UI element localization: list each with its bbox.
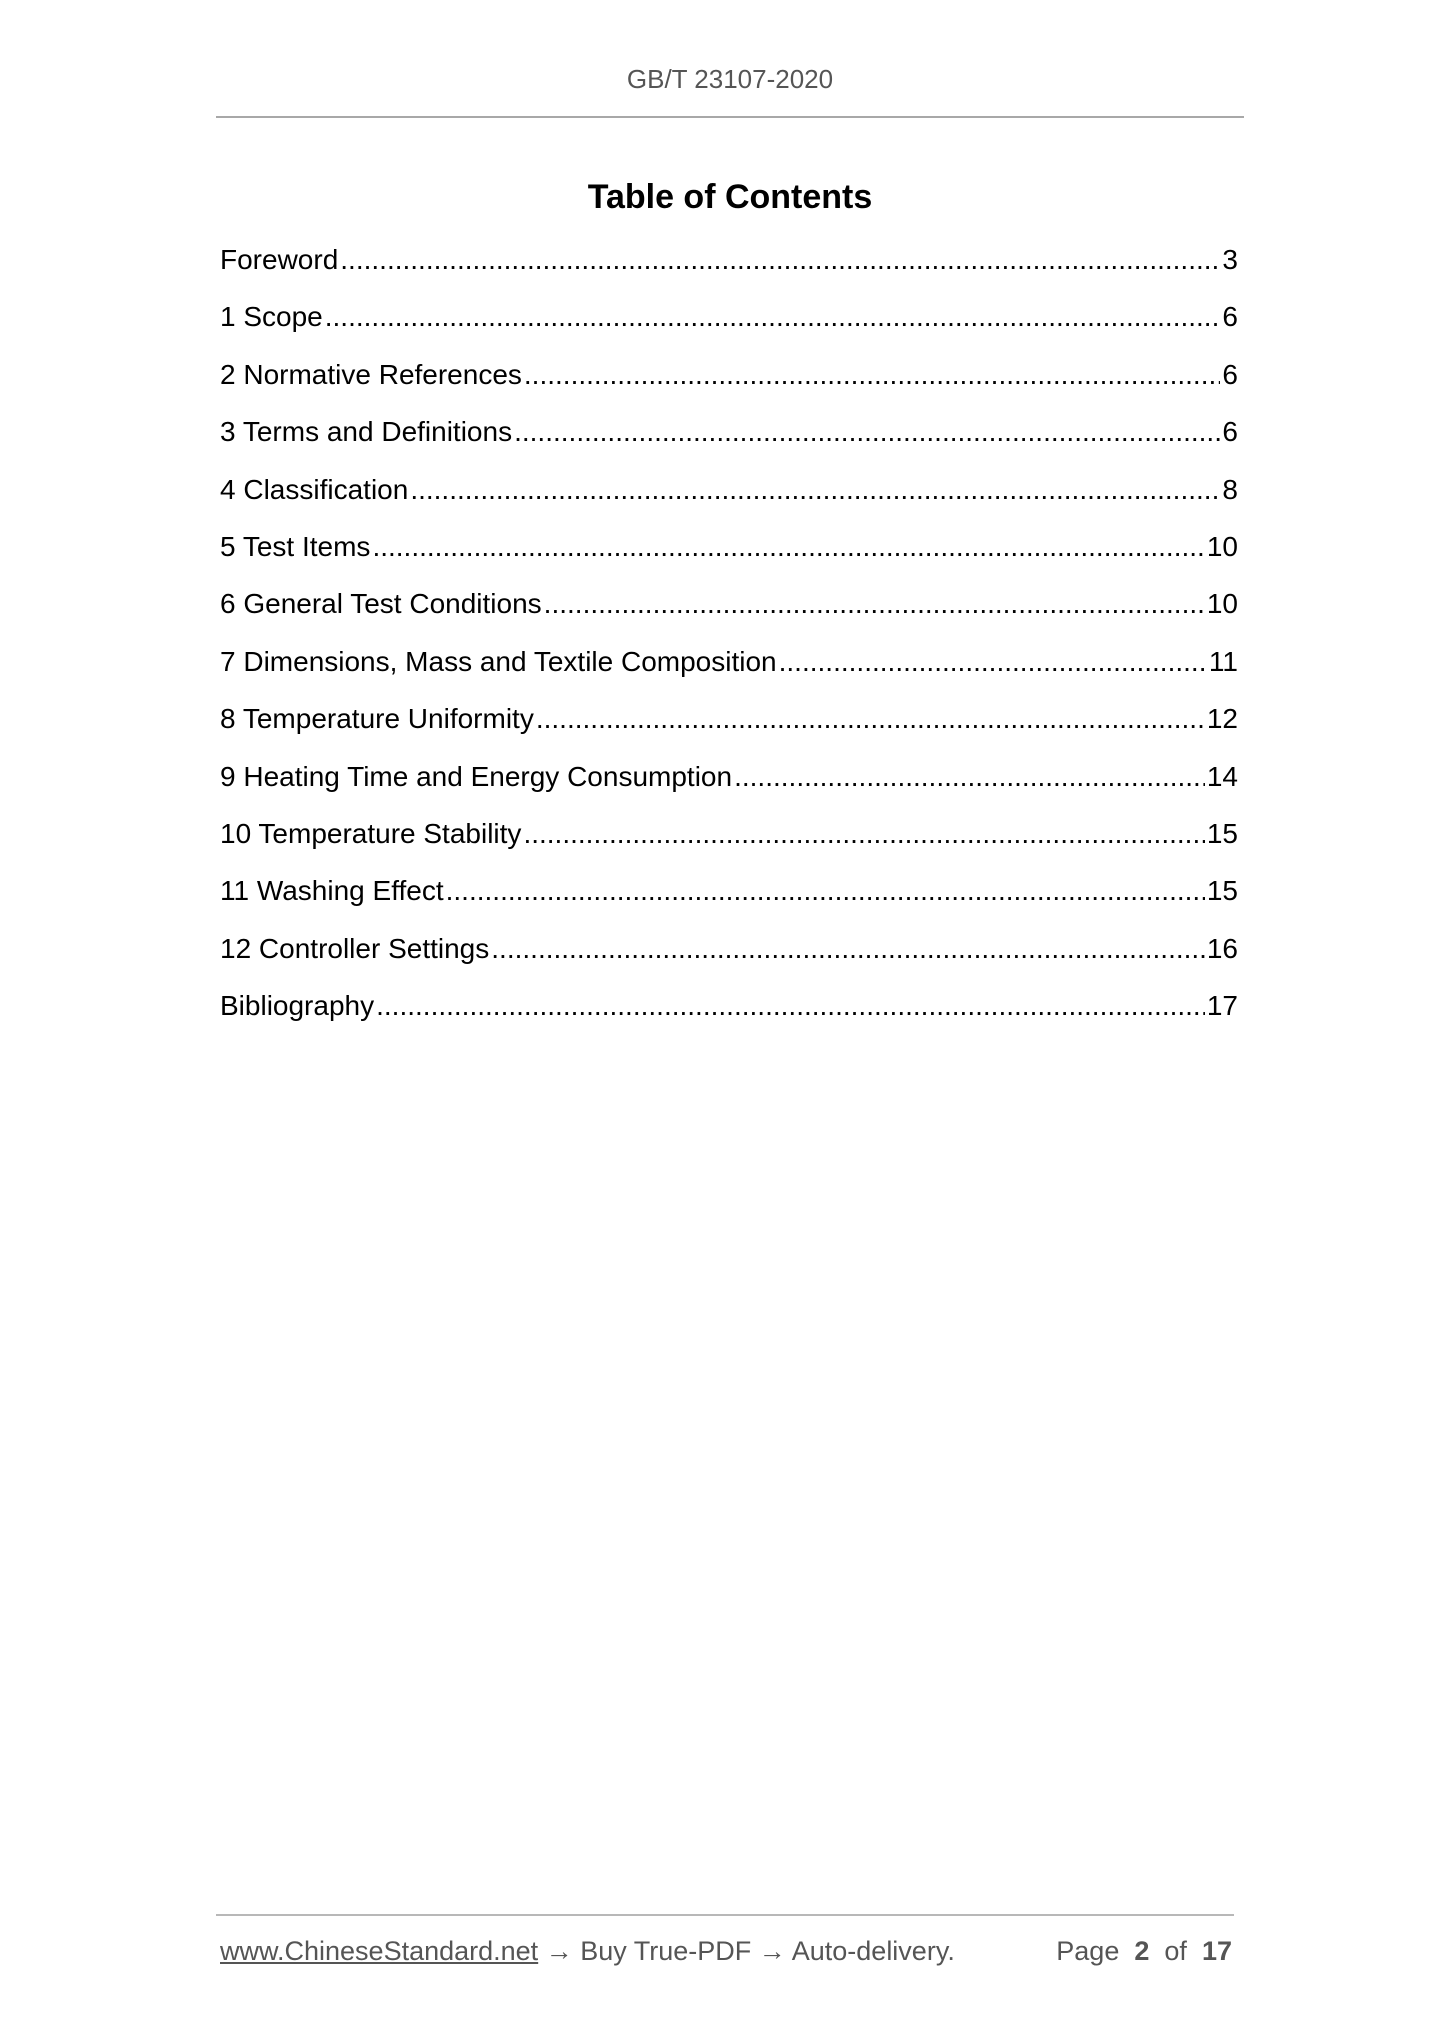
toc-entry-general-test-conditions[interactable] — [220, 588, 1238, 645]
standard-code: GB/T 23107-2020 — [626, 64, 834, 94]
page-word: Page — [1056, 1936, 1120, 1966]
toc-dot-leader — [491, 933, 1205, 965]
toc-dot-leader — [544, 588, 1205, 620]
header-divider — [216, 116, 1244, 118]
toc-entry-label: 10 Temperature Stability — [220, 817, 522, 849]
toc-entry-bibliography[interactable] — [220, 990, 1238, 1047]
toc-entry-page: 3 — [1222, 244, 1238, 275]
page-total: 17 — [1201, 1936, 1232, 1966]
toc-dot-leader — [523, 818, 1204, 850]
toc-entry-controller-settings[interactable] — [220, 933, 1238, 990]
toc-entry-foreword[interactable] — [220, 244, 1238, 301]
toc-dot-leader — [524, 359, 1221, 391]
toc-dot-leader — [734, 761, 1205, 793]
toc-entry-washing-effect[interactable] — [220, 875, 1238, 932]
toc-dot-leader — [372, 531, 1204, 563]
toc-entry-page: 8 — [1222, 473, 1238, 505]
toc-entry-page: 14 — [1206, 760, 1238, 792]
toc-title: Table of Contents — [587, 178, 873, 216]
toc-dot-leader — [779, 646, 1207, 678]
toc-dot-leader — [410, 474, 1220, 506]
toc-dot-leader — [376, 990, 1205, 1022]
toc-entry-label: 7 Dimensions, Mass and Textile Composition — [220, 645, 777, 677]
page-indicator — [1056, 1936, 1232, 1967]
toc-entry-heating-time-energy[interactable] — [220, 761, 1238, 818]
of-word: of — [1164, 1936, 1187, 1966]
footer-divider — [216, 1914, 1234, 1916]
toc-entry-page: 16 — [1206, 932, 1238, 964]
toc-entry-page: 6 — [1222, 301, 1238, 333]
toc-entry-terms-and-definitions[interactable] — [220, 416, 1238, 473]
toc-entry-label: 4 Classification — [220, 473, 409, 505]
toc-dot-leader — [340, 244, 1220, 276]
toc-entry-dimensions-mass-textile[interactable] — [220, 646, 1238, 703]
toc-dot-leader — [446, 875, 1205, 907]
toc-entry-label: 3 Terms and Definitions — [220, 416, 513, 448]
toc-entry-label: 12 Controller Settings — [220, 932, 490, 964]
toc-entry-classification[interactable] — [220, 474, 1238, 531]
toc-entry-page: 6 — [1222, 358, 1238, 390]
toc-dot-leader — [536, 703, 1205, 735]
table-of-contents — [220, 244, 1238, 1047]
toc-entry-page: 10 — [1206, 588, 1238, 620]
toc-entry-label: 5 Test Items — [220, 530, 371, 562]
toc-entry-page: 6 — [1222, 416, 1238, 448]
toc-entry-page: 12 — [1206, 703, 1238, 735]
toc-entry-page: 11 — [1208, 645, 1238, 677]
toc-entry-normative-references[interactable] — [220, 359, 1238, 416]
toc-entry-label: Foreword — [220, 244, 339, 275]
toc-entry-label: 2 Normative References — [220, 358, 522, 390]
promo-text: → Buy True-PDF → Auto-delivery. — [538, 1936, 955, 1966]
toc-entry-label: 8 Temperature Uniformity — [220, 703, 534, 735]
toc-entry-temperature-stability[interactable] — [220, 818, 1238, 875]
toc-entry-page: 15 — [1206, 817, 1238, 849]
toc-entry-test-items[interactable] — [220, 531, 1238, 588]
page-current: 2 — [1134, 1936, 1150, 1966]
page-footer — [220, 1936, 1232, 1967]
site-link[interactable]: www.ChineseStandard.net — [220, 1936, 539, 1966]
toc-entry-label: 1 Scope — [220, 301, 323, 333]
toc-entry-label: Bibliography — [220, 990, 375, 1022]
toc-entry-page: 10 — [1206, 530, 1238, 562]
toc-entry-temperature-uniformity[interactable] — [220, 703, 1238, 760]
toc-entry-page: 17 — [1206, 990, 1238, 1022]
toc-entry-label: 11 Washing Effect — [220, 875, 444, 907]
toc-entry-label: 9 Heating Time and Energy Consumption — [220, 760, 733, 792]
toc-dot-leader — [325, 301, 1221, 333]
page-header — [216, 64, 1244, 95]
toc-entry-page: 15 — [1206, 875, 1238, 907]
toc-entry-label: 6 General Test Conditions — [220, 588, 542, 620]
toc-dot-leader — [514, 416, 1220, 448]
toc-entry-scope[interactable] — [220, 301, 1238, 358]
